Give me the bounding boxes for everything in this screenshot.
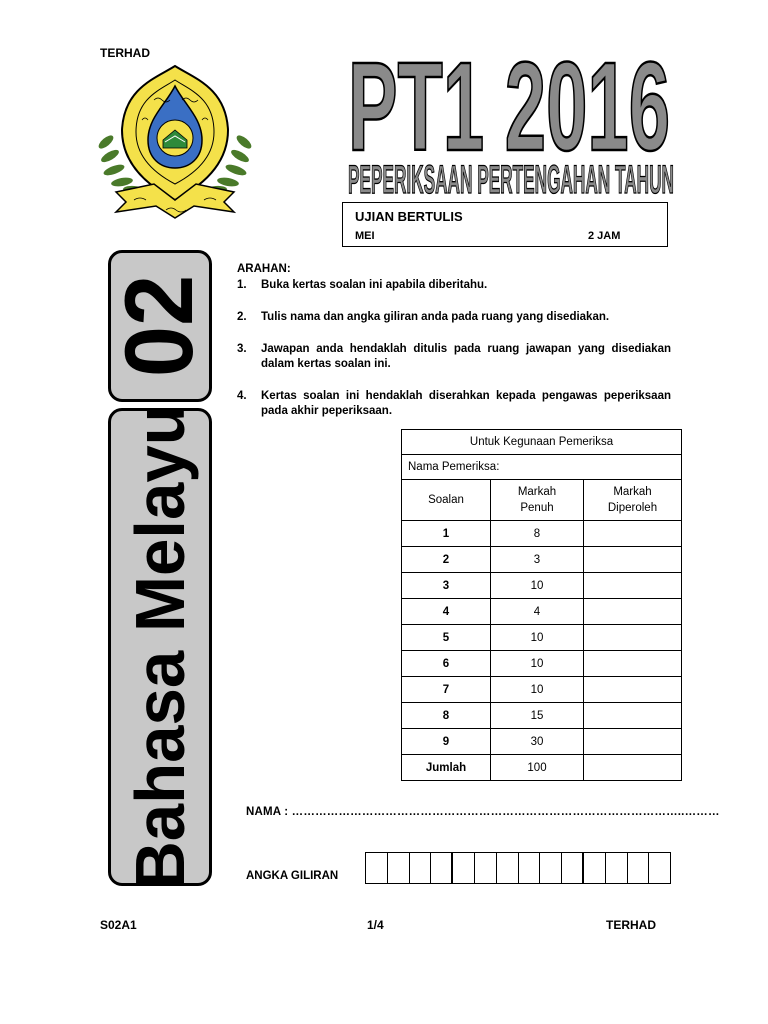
instruction-item: 1. Buka kertas soalan ini apabila diberitahu. [237,279,488,291]
total-obtained-cell [584,755,682,781]
subject-name: Bahasa Melayu [121,404,199,890]
marks-row [402,547,682,573]
index-number-boxes [365,852,671,884]
question-number: 2 [402,547,491,573]
full-marks: 10 [491,651,584,677]
index-number-box [519,853,541,883]
marks-row [402,599,682,625]
examiner-name-field: Nama Pemeriksa: [402,455,682,480]
instructions-heading: ARAHAN: [237,263,291,275]
paper-code-box [105,250,214,402]
footer-code: S02A1 [100,918,137,932]
total-label: Jumlah [402,755,491,781]
full-marks: 10 [491,625,584,651]
index-number-box [410,853,432,883]
instructions [237,262,671,419]
index-number-box [431,853,453,883]
marks-row [402,625,682,651]
index-number-box [540,853,562,883]
col-question-header: Soalan [402,480,491,521]
marks-obtained-cell [584,599,682,625]
marks-obtained-cell [584,547,682,573]
index-number-box [388,853,410,883]
footer-page-number: 1/4 [367,918,384,932]
subject-box [108,404,212,890]
index-number-box [584,853,606,883]
index-number-box [497,853,519,883]
candidate-name-line: NAMA : ………………………………………………………………………………………..……… [246,806,720,818]
marks-row [402,729,682,755]
index-number-box [453,853,475,883]
full-marks: 8 [491,521,584,547]
instruction-item: 4. Kertas soalan ini hendaklah diserahkan kepada pengawas peperiksaan pada akhir peperiksaan. [237,390,671,417]
full-marks: 10 [491,573,584,599]
total-value: 100 [491,755,584,781]
marks-obtained-cell [584,573,682,599]
exam-info-box [342,202,668,247]
index-number-label: ANGKA GILIRAN [246,870,339,882]
question-number: 1 [402,521,491,547]
full-marks: 4 [491,599,584,625]
index-number-box [606,853,628,883]
exam-subtitle [346,155,676,199]
index-number-box [562,853,584,883]
marks-row [402,651,682,677]
exam-month: MEI [355,230,375,242]
full-marks: 10 [491,677,584,703]
full-marks: 30 [491,729,584,755]
index-number-box [366,853,388,883]
exam-type: UJIAN BERTULIS [355,209,463,224]
question-number: 5 [402,625,491,651]
marks-row [402,703,682,729]
marks-row [402,521,682,547]
question-number: 8 [402,703,491,729]
marks-obtained-cell [584,521,682,547]
marks-table [401,429,682,781]
exam-subtitle-text: PEPERIKSAAN PERTENGAHAN TAHUN [348,158,674,199]
marks-obtained-cell [584,625,682,651]
full-marks: 15 [491,703,584,729]
marks-table-title: Untuk Kegunaan Pemeriksa [402,430,682,455]
index-number-box [649,853,671,883]
classification-top: TERHAD [100,46,150,60]
instruction-item: 3. Jawapan anda hendaklah ditulis pada ruang jawapan yang disediakan dalam kertas soalan ini. [237,343,671,370]
full-marks: 3 [491,547,584,573]
exam-title-text: PT1 2016 [348,50,670,160]
footer-classification: TERHAD [606,918,656,932]
instruction-item: 2. Tulis nama dan angka giliran anda pada ruang yang disediakan. [237,311,610,323]
index-number-box [475,853,497,883]
index-number-box [628,853,650,883]
question-number: 3 [402,573,491,599]
marks-obtained-cell [584,729,682,755]
marks-obtained-cell [584,677,682,703]
question-number: 7 [402,677,491,703]
exam-title [344,50,674,160]
col-full-marks-header: Markah Penuh [491,480,584,521]
marks-row [402,573,682,599]
question-number: 9 [402,729,491,755]
marks-obtained-cell [584,651,682,677]
question-number: 4 [402,599,491,625]
school-crest-logo [94,60,256,224]
question-number: 6 [402,651,491,677]
col-marks-obtained-header: Markah Diperoleh [584,480,682,521]
marks-obtained-cell [584,703,682,729]
exam-duration: 2 JAM [588,230,621,242]
paper-code: 02 [105,274,214,378]
marks-row [402,677,682,703]
